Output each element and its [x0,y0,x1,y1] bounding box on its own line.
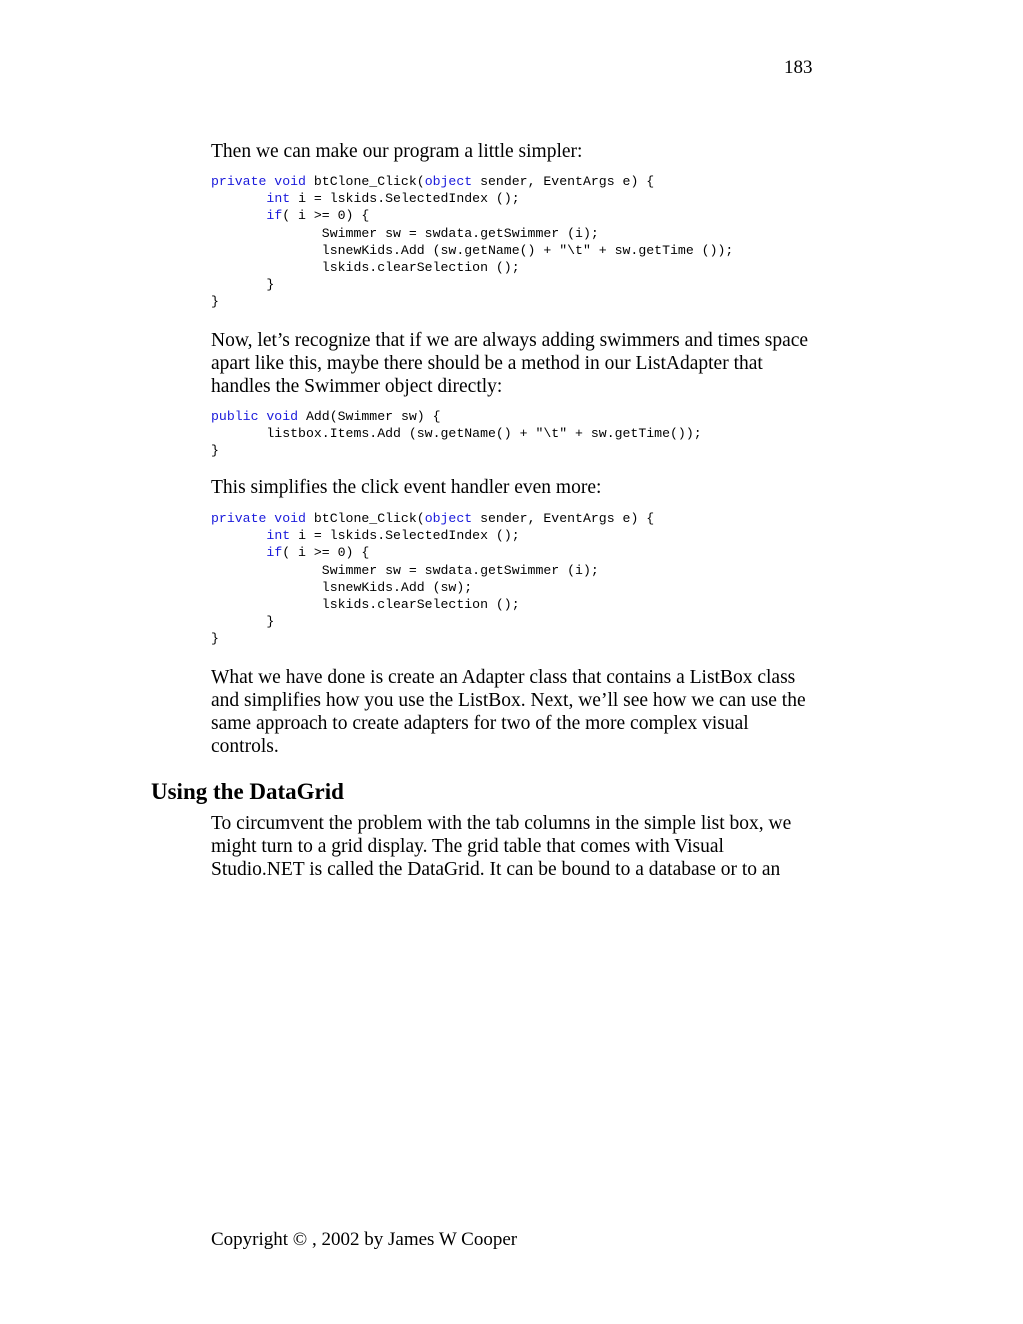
code-text: sender, EventArgs e) { [472,511,655,526]
code-text: i = lskids.SelectedIndex (); [290,528,520,544]
paragraph-intro: Then we can make our program a little simpler: [211,141,583,162]
code-line [211,613,654,630]
code-line [211,425,702,442]
code-line [211,596,654,613]
code-line [211,225,733,242]
code-text: ( i >= 0) { [282,208,370,224]
code-keyword: int [266,191,291,207]
paragraph-datagrid: To circumvent the problem with the tab columns in the simple list box, we might turn to a grid display. The grid table that comes with Visual Studio.NET is called the DataGrid. It can be bound to a database or to an [211,813,792,880]
code-keyword: if [266,545,283,561]
code-line [211,544,654,561]
code-line [211,630,654,647]
code-line [211,293,733,310]
code-block-btclone-click-1 [211,173,733,311]
code-text: } [211,614,275,630]
code-text: lsnewKids.Add (sw.getName() + "\t" + sw.getTime ()); [211,242,734,258]
code-text: lskids.clearSelection (); [211,596,520,612]
code-text [211,208,266,223]
code-text: Add(Swimmer sw) { [298,409,441,424]
code-line [211,190,733,207]
code-keyword: object [424,174,473,189]
code-line [211,408,702,425]
code-block-add-method [211,408,702,460]
code-text: } [211,631,219,647]
code-line [211,207,733,224]
code-text: lsnewKids.Add (sw); [211,579,473,595]
code-line [211,259,733,276]
paragraph-list-adapter: Now, let’s recognize that if we are always adding swimmers and times space apart like this, maybe there should be a method in our ListAdapter that handles the Swimmer object directly: [211,330,809,397]
code-line [211,510,654,527]
code-text: Swimmer sw = swdata.getSwimmer (i); [211,562,599,578]
code-text [211,545,266,560]
code-text: btClone_Click( [305,511,425,526]
code-text [211,191,266,206]
code-keyword: private void [211,174,306,189]
paragraph-adapter-summary: What we have done is create an Adapter class that contains a ListBox class and simplifies how you use the ListBox. Next, we’ll see how we can use the same approach to create adapters for two of the more complex visual controls. [211,667,806,757]
code-text: btClone_Click( [305,174,425,189]
section-heading: Using the DataGrid [151,779,344,804]
code-line [211,276,733,293]
code-text: Swimmer sw = swdata.getSwimmer (i); [211,225,599,241]
code-keyword: object [424,511,473,526]
code-line [211,527,654,544]
code-text: } [211,443,219,459]
code-text: sender, EventArgs e) { [472,174,655,189]
code-keyword: public void [211,409,299,424]
code-text: listbox.Items.Add (sw.getName() + "\t" + sw.getTime()); [211,426,702,442]
code-line [211,562,654,579]
code-keyword: if [266,208,283,224]
code-text: } [211,294,219,310]
code-line [211,579,654,596]
code-text: ( i >= 0) { [282,545,370,561]
code-line [211,173,733,190]
code-line [211,242,733,259]
code-text: lskids.clearSelection (); [211,259,520,275]
code-keyword: int [266,528,291,544]
copyright-footer: Copyright © , 2002 by James W Cooper [211,1229,518,1250]
page-number: 183 [784,57,813,78]
code-text [211,528,266,543]
code-text: i = lskids.SelectedIndex (); [290,191,520,207]
code-text: } [211,277,275,293]
code-block-btclone-click-2 [211,510,654,648]
code-line [211,442,702,459]
code-keyword: private void [211,511,306,526]
paragraph-simplifies: This simplifies the click event handler even more: [211,477,602,498]
